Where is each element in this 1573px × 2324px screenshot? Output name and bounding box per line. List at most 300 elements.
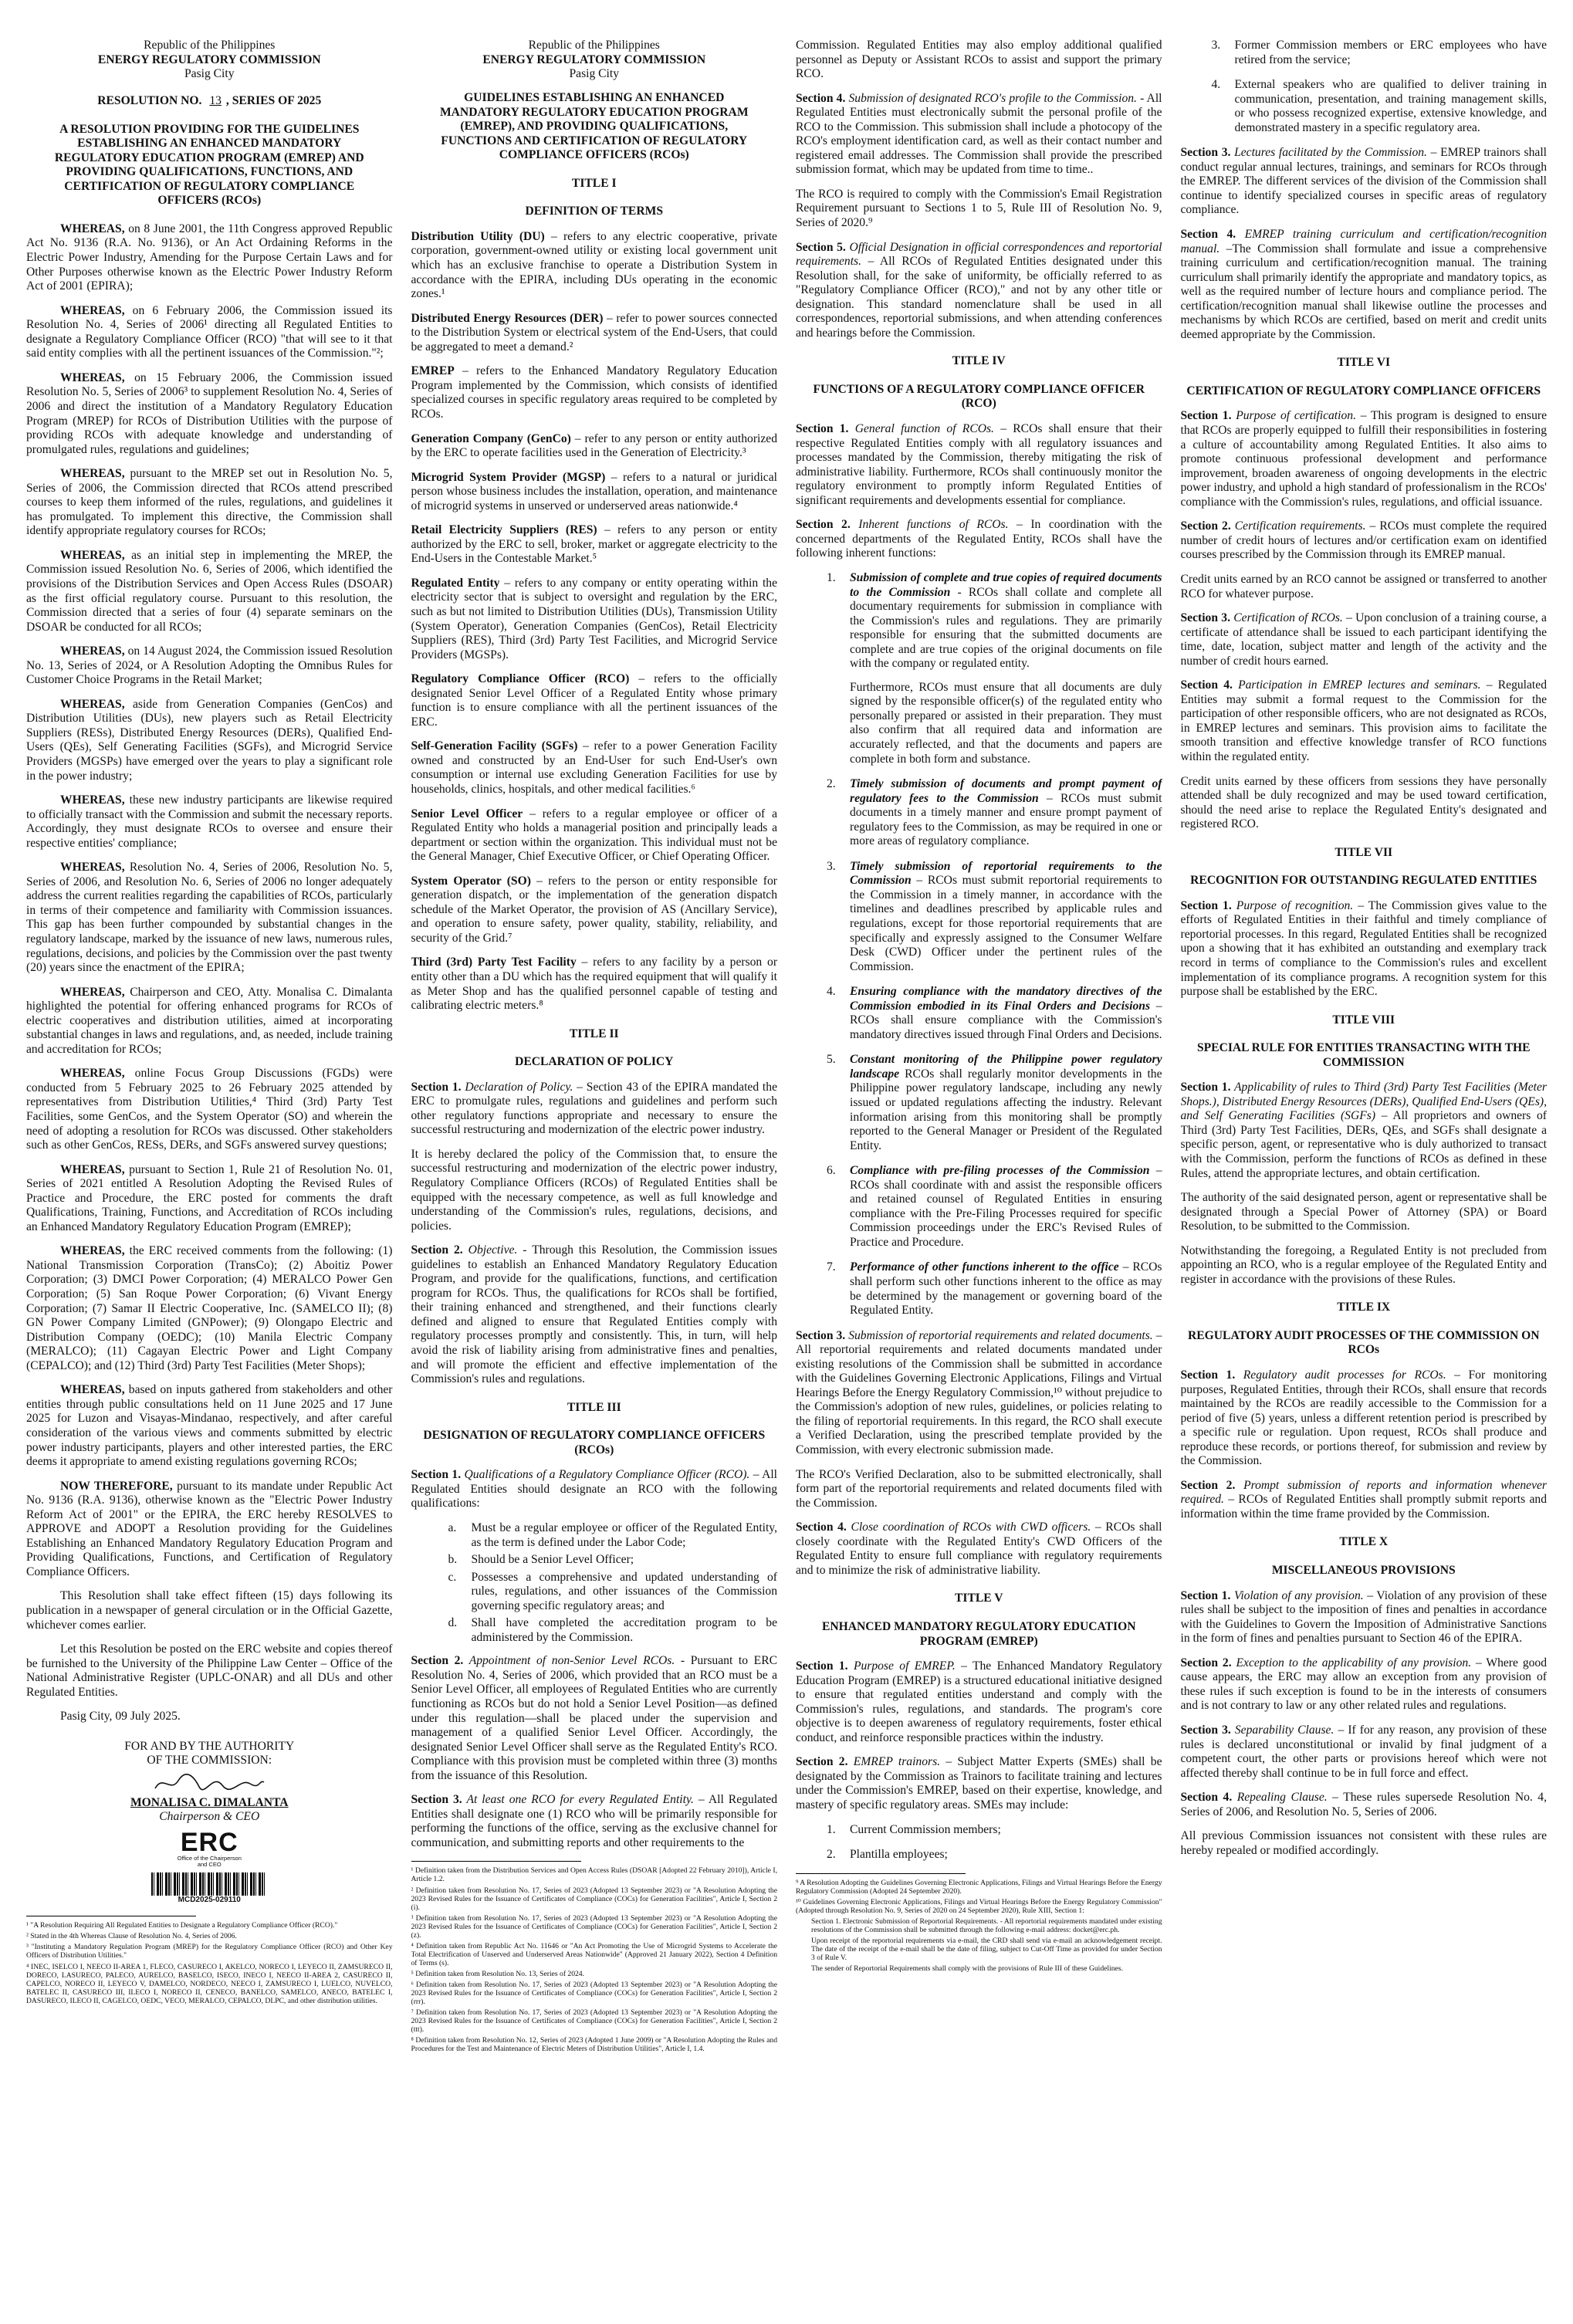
title-2-heading: TITLE II: [569, 1027, 619, 1040]
designation-section-heading: Appointment of non-Senior Level RCOs.: [463, 1654, 675, 1668]
definition-term: System Operator (SO): [411, 874, 531, 888]
emrep-section-heading: Lectures facilitated by the Commission.: [1230, 146, 1427, 160]
definition-term: EMREP: [411, 364, 455, 378]
emrep-section-lead: Section 1.: [796, 1659, 848, 1673]
definition-item: [411, 807, 778, 864]
trainors-list: [796, 1823, 1162, 1862]
special-rule-section-text: Notwithstanding the foregoing, a Regulated Entity is not precluded from appointing an RCO, who is a regular employee of the Regulated Entity and register in accordance with the provisions of these Rules.: [1180, 1243, 1547, 1286]
function-text: – RCOs must submit reportorial requirements to the Commission in a timely manner, in accordance with the timelines and deadlines prescribed by applicable rules and regulations, except for those reportorial requirements that are specifically and expressly assigned to the Consumer Welfare Desk (CWD) Officer under the pertinent rules of the Commission.: [850, 874, 1162, 973]
audit-section: [1181, 1368, 1548, 1469]
footnote-quote: Section 1. Electronic Submission of Reportorial Requirements. - All reportorial requirements mandated under existing resolutions of the Commission shall be submitted through the following e-mail address: docket@erc.ph.: [811, 1916, 1162, 1934]
footnote: ¹ Definition taken from the Distribution Services and Open Access Rules (DSOAR [Adopted 22 February 2010]), Article I, Article 1.2.: [411, 1866, 777, 1884]
recognition-sections: [1181, 899, 1548, 1000]
designation-section-1: Section 1. Qualifications of a Regulatory Compliance Officer (RCO). – All Regulated Entities should designate an RCO with the following qualifications:: [411, 1468, 777, 1510]
function-marker: 6.: [827, 1164, 836, 1178]
date-place: Pasig City, 09 July 2025.: [60, 1710, 181, 1724]
footnote: ⁵ Definition taken from Resolution No. 13, Series of 2024.: [411, 1969, 585, 1978]
definition-text: – refers to the person or entity responsible for generation dispatch, or the implementation of the generation dispatch schedule of the Market Operator, the provision of AS (Ancillary Service), and operation to ensure safety, power quality, stability, reliability, and security of the Grid.⁷: [411, 874, 777, 945]
designation-section-text: – All Regulated Entities shall designate one (1) RCO who will be primarily responsible for performing the functions of the office, serving as the exclusive channel for communication, and submitting reports and other requirements to the: [411, 1793, 777, 1849]
function-section-heading: Submission of reportorial requirements and related documents.: [845, 1328, 1153, 1342]
whereas-clause-lead: WHEREAS,: [60, 222, 125, 235]
definition-term: Generation Company (GenCo): [411, 431, 571, 445]
whereas-clause-lead: WHEREAS,: [60, 467, 125, 481]
city-line: Pasig City: [184, 67, 235, 81]
whereas-clause-lead: WHEREAS,: [60, 1244, 125, 1258]
certification-section-lead: Section 4.: [1180, 678, 1233, 692]
emrep-section-heading: EMREP trainors.: [847, 1755, 941, 1769]
whereas-clause-text: online Focus Group Discussions (FGDs) were conducted from 5 February 2025 to 26 February 2025 attended by representatives from Distribution Utilities,⁴ Third (3rd) Party Test Facilities, some GenCos, and the System Operator (SO) and wherein the need of adopting a resolution for RCOs was discussed. Other stakeholders such as other GenCos, RESs, DERs, and SGFs answered survey questions;: [26, 1067, 393, 1152]
function-heading: Timely submission of reportorial requirements to the Commission: [850, 859, 1162, 888]
function-section-lead: Section 1.: [796, 422, 849, 436]
footnote: ⁶ Definition taken from Resolution No. 17, Series of 2023 (Adopted 13 September 2023) or "A Resolution Adopting the 2023 Revised Rules for the Issuance of Certificates of Compliance (COCs) for Generation Facilities", Article I, Section 2 (rrr).: [411, 1980, 777, 2006]
footnote: ⁴ INEC, ISELCO I, NEECO II-AREA 1, FLECO, CASURECO I, AKELCO, NORECO I, LEYECO II, ZAMSURECO II, DORECO, LASURECO, PALECO, AURELCO, BASELCO, ISECO, INECO I, NEECO II-AREA 2, CASURECO II, CAPELCO, NORECO II, LEYECO V, DAMELCO, NORDECO, NEECO I, ZAMSURECO I, LUELCO, NUVELCO, BATELEC II, CASURECO III, ILECO I, NORECO II, CENECO, BANELCO, SAMELCO, ANECO, BATELEC I, DASURECO, ILECO II, CAGELCO, OEDC, VECO, MERALCO, CEPALCO, DLPC, and other distribution utilities.: [26, 1962, 393, 2005]
qualification-marker: d.: [448, 1616, 458, 1630]
title-7-heading: TITLE VII: [1335, 845, 1393, 859]
rco-sections: [796, 39, 1162, 340]
special-rule-section-heading: Applicability of rules to Third (3rd) Party Test Facilities (Meter Shops.), Distributed Energy Resources (DERs), Qualified End-Users (QEs), and Self Generating Facilities (SGFs): [1180, 1081, 1547, 1123]
function-heading: Ensuring compliance with the mandatory directives of the Commission embodied in its Final Orders and Decisions: [850, 985, 1162, 1013]
whereas-clause-lead: WHEREAS,: [60, 548, 125, 562]
emrep-section: [1181, 228, 1548, 342]
misc-section: [1181, 1791, 1548, 1819]
footnote: ⁴ Definition taken from Republic Act No. 11646 or "An Act Promoting the Use of Microgrid Systems to Accelerate the Total Electrification of Unserved and Underserved Areas Nationwide" (Approved 21 January 2022), Section 4 Definition of Terms (s).: [411, 1941, 777, 1967]
audit-sections: [1181, 1368, 1548, 1521]
function-section: [796, 518, 1162, 561]
title-9-name: REGULATORY AUDIT PROCESSES OF THE COMMISSION ON RCOs: [1187, 1328, 1540, 1357]
now-therefore-lead: NOW THEREFORE,: [60, 1479, 173, 1493]
definition-text: – refers to any person or entity authorized by the ERC to sell, broker, market or aggregate electricity to the End-Users in the Contestable Market.⁵: [411, 523, 777, 566]
function-section-text: The RCO's Verified Declaration, also to be submitted electronically, shall form part of the reportorial requirements and related documents filed with the Commission.: [796, 1467, 1162, 1510]
trainors-list-continued: [1181, 39, 1548, 135]
misc-section-heading: Repealing Clause.: [1232, 1791, 1328, 1805]
miscellaneous-sections: [1181, 1589, 1548, 1859]
emrep-section: [796, 1755, 1162, 1812]
definition-text: – refers to any facility by a person or entity other than a DU which has the required equipment that will qualify it as Meter Shop and has the qualified personnel capable of testing and calibrating electric meters.⁸: [411, 956, 777, 1013]
designation-section-lead: Section 2.: [411, 1654, 464, 1668]
function-section-text: – RCOs shall closely coordinate with the Regulated Entity's CWD Officers of the Regulated Entity to ensure full compliance with regulatory requirements and to minimize the risk of administrative liability.: [796, 1521, 1162, 1577]
function-section-text: – All reportorial requirements and related documents mandated under existing resolutions of the Commission shall be submitted in accordance with the Guidelines Governing Electronic Applications, Filings and Virtual Hearings Before the Energy Regulatory Commission,¹⁰ without prejudice to the Commission's adoption of new rules, guidelines, or policies relating to the filing of reportorial requirements. In this regard, the RCO shall execute a Verified Declaration, using the prescribed template provided by the Commission, with every electronic submission made.: [796, 1328, 1162, 1457]
whereas-clause-lead: WHEREAS,: [60, 861, 125, 874]
function-section-text: – In coordination with the concerned departments of the Regulated Entity, RCOs shall have the following inherent functions:: [796, 518, 1162, 560]
now-therefore-clause: [26, 1480, 393, 1580]
definition-item: [411, 230, 778, 302]
definition-item: [411, 956, 778, 1013]
emrep-section-text: –The Commission shall formulate and issue a comprehensive training curriculum and certification/recognition manual. The training curriculum shall primarily identify the appropriate and mandatory topics, as well as the required number of lecture hours and compliance period. The certification/recognition manual shall likewise outline the processes and mechanisms by which RCOs are certified, based on merit and credit units deemed appropriate by the Commission.: [1180, 242, 1547, 341]
column-3: [796, 39, 1162, 2324]
function-text: – RCOs shall perform such other functions inherent to the office as may be determined by the management or governing board of the Regulated Entity.: [850, 1260, 1162, 1318]
whereas-clause-text: these new industry participants are likewise required to officially transact with the Commission and submit the necessary reports. Accordingly, they must designate RCOs to oversee and ensure their respective entities' compliance;: [26, 793, 393, 850]
title-6-name: CERTIFICATION OF REGULATORY COMPLIANCE OFFICERS: [1186, 384, 1541, 397]
barcode-icon: [151, 1872, 267, 1896]
country-line-2: Republic of the Philippines: [528, 39, 660, 52]
designation-section: [411, 1654, 778, 1783]
title-3-heading: TITLE III: [567, 1400, 621, 1414]
footnote-divider-3: [796, 1873, 966, 1874]
special-rule-section: [1181, 1191, 1548, 1234]
certification-section-text: – Upon conclusion of a training course, a certificate of attendance shall be issued to each participant identifying the time, date, location, subject matter and length of the activity and the number of credit hours earned.: [1180, 611, 1547, 668]
whereas-clause: [26, 304, 393, 361]
whereas-clause: [26, 1244, 393, 1373]
footnote: ¹ "A Resolution Requiring All Regulated Entities to Designate a Regulatory Compliance Officer (RCO).": [26, 1921, 338, 1930]
title-9-heading: TITLE IX: [1337, 1301, 1391, 1314]
misc-section-lead: Section 2.: [1180, 1656, 1232, 1669]
function-marker: 7.: [827, 1260, 836, 1274]
emrep-section: [1181, 146, 1548, 218]
erc-logo-text: ERC: [180, 1827, 238, 1857]
whereas-clause: [26, 222, 393, 294]
policy-section-text: It is hereby declared the policy of the Commission that, to ensure the successful restructuring and modernization of the electric power industry, Regulatory Compliance Officers (RCOs) of Regulated Entities shall be equipped with the necessary competence, as well as full knowledge and understanding of the Commission's rules, regulations, decisions, and policies.: [411, 1147, 777, 1233]
certification-section-heading: Certification requirements.: [1230, 519, 1366, 533]
policy-section-heading: Objective.: [462, 1243, 518, 1257]
function-item: [827, 985, 1162, 1042]
certification-section-lead: Section 1.: [1180, 409, 1232, 423]
functions-list: [796, 571, 1162, 1318]
trainor-item: [827, 1848, 1162, 1862]
designation-section: [411, 1793, 778, 1850]
agency-name-2: ENERGY REGULATORY COMMISSION: [482, 52, 706, 66]
function-item: [827, 860, 1162, 974]
trainor-item: [1212, 39, 1548, 67]
definition-text: – refers to the officially designated Senior Level Officer of a Regulated Entity whose primary function is to ensure compliance with all the pertinent issuances of the ERC.: [411, 672, 777, 729]
special-rule-section: [1181, 1081, 1548, 1181]
certification-section: [1181, 409, 1548, 509]
misc-section-heading: Separability Clause.: [1230, 1723, 1335, 1737]
audit-section: [1181, 1479, 1548, 1522]
now-therefore-text: pursuant to its mandate under Republic Act No. 9136 (R.A. 9136), otherwise known as the "Electric Power Industry Reform Act of 2001" or the EPIRA, the ERC hereby RESOLVES to APPROVE and ADOPT a Resolution providing for the Guidelines Establishing an Enhanced Mandatory Regulatory Education Program and Providing Qualifications, Functions, and Certification of Regulatory Compliance Officers.: [26, 1479, 393, 1578]
emrep-section-text: – The Enhanced Mandatory Regulatory Education Program (EMREP) is a structured educational initiative designed to ensure that regulated entities understand and comply with the Commission's rules, regulations, and standards. The program's core objective is to deepen awareness of regulatory requirements, foster ethical conduct, and reinforce responsible practices within the industry.: [796, 1659, 1162, 1744]
authority-line-2: OF THE COMMISSION:: [147, 1754, 272, 1768]
definition-term: Regulated Entity: [411, 576, 500, 590]
resolution-series: , SERIES OF 2025: [225, 94, 322, 108]
whereas-clause: [26, 1383, 393, 1469]
policy-section-heading: Declaration of Policy.: [461, 1080, 573, 1094]
misc-section-heading: Violation of any provision.: [1230, 1588, 1364, 1602]
rco-section-heading: Official Designation in official correspondences and reportorial requirements.: [796, 240, 1162, 269]
footnote: ¹⁰ Guidelines Governing Electronic Applications, Filings and Virtual Hearings Before the Energy Regulatory Commission" (Adopted through Resolution No. 9, Series of 2020 on 24 September 2020), Rule XIII, Section 1:: [796, 1897, 1162, 1915]
designation-section-heading: At least one RCO for every Regulated Entity.: [462, 1793, 694, 1807]
function-section-lead: Section 4.: [796, 1521, 847, 1534]
whereas-clause-text: based on inputs gathered from stakeholders and other entities through public consultations held on 11 June 2025 and 17 June 2025 for Luzon and Visayas-Mindanao, respectively, and after careful consideration of the various views and comments submitted by electric power industry participants, players and other interested parties, the ERC deems it appropriate to amend existing regulations governing RCOs;: [26, 1383, 393, 1469]
special-rule-section-text: The authority of the said designated person, agent or representative shall be designated through a Special Power of Attorney (SPA) or Board Resolution, to be submitted to the Commission.: [1180, 1191, 1547, 1233]
function-item: [827, 1164, 1162, 1250]
policy-section: [411, 1081, 778, 1138]
definition-item: [411, 432, 778, 461]
certification-section-text: – Regulated Entities may submit a formal request to the Commission for the participation of other responsible officers, who are not designated as RCOs, in EMREP lectures and seminars. This provision aims to facilitate the smooth transition and effective knowledge transfer of RCO functions within the regulated entity.: [1180, 678, 1547, 763]
signature-block: [26, 1740, 393, 1906]
function-item: [827, 1260, 1162, 1318]
definition-term: Self-Generation Facility (SGFs): [411, 739, 578, 753]
special-rule-section-text: – All proprietors and owners of Third (3rd) Party Test Facilities, DERs, QEs, and SGFs shall designate a specific person, agent, or representative who is duly authorized to transact with the Commission, perform the functions of RCOs as defined in these Rules, attend the appropriate lectures, and obtain certification.: [1180, 1109, 1547, 1180]
certification-sections: [1181, 409, 1548, 831]
trainor-item-text: Former Commission members or ERC employees who have retired from the service;: [1234, 39, 1547, 66]
function-heading: Performance of other functions inherent to the office: [850, 1260, 1119, 1274]
special-rule-section: [1181, 1244, 1548, 1287]
definition-text: – refer to any person or entity authorized by the ERC to operate facilities used in the Generation of Electricity.³: [411, 431, 777, 460]
title-5-heading: TITLE V: [954, 1592, 1003, 1605]
title-7-name: RECOGNITION FOR OUTSTANDING REGULATED ENTITIES: [1190, 874, 1537, 888]
whereas-clause: [26, 644, 393, 688]
policy-section: [411, 1148, 778, 1233]
certification-section-heading: Participation in EMREP lectures and seminars.: [1232, 678, 1481, 692]
rco-section-heading: Submission of designated RCO's profile to the Commission.: [845, 91, 1137, 105]
function-section-lead: Section 3.: [796, 1328, 846, 1342]
title-5-name: ENHANCED MANDATORY REGULATORY EDUCATION PROGRAM (EMREP): [821, 1619, 1136, 1648]
rco-section-text: The RCO is required to comply with the Commission's Email Registration Requirement pursuant to Sections 1 to 5, Rule III of Resolution No. 9, Series of 2020.⁹: [796, 187, 1162, 230]
whereas-clause: [26, 549, 393, 634]
whereas-clause-text: the ERC received comments from the following: (1) National Transmission Corporation (TransCo); (2) Aboitiz Power Corporation; (3) DMCI Power Corporation; (4) MERALCO Power Gen Corporation; (5) San Roque Power Corporation; (6) Vivant Energy Corporation; (7) Samar II Electric Cooperative, Inc. (SAMELCO II); (8) GN Power Company Limited (GNPower); (9) Olongapo Electric and Distribution Company (OEDC); (10) Manila Electric Company (MERALCO); (11) Cagayan Electric Power and Light Company (CEPALCO); and (12) Third (3rd) Party Test Facilities (Meter Shops);: [26, 1244, 393, 1372]
whereas-clause-text: Resolution No. 4, Series of 2006, Resolution No. 5, Series of 2006, and Resolution No. 6, Series of 2006 no longer adequately address the current realities regarding the capabilities of RCOs, particularly in terms of their competence and familiarity with Commission issuances. This gap has been further compounded by substantial changes in the regulatory landscape, marked by the issuance of new laws, numerous rules, regulations, decisions, and policies by the Commission over the past twenty (20) years since the enactment of the EPIRA;: [26, 861, 393, 975]
title-10-heading: TITLE X: [1339, 1535, 1389, 1549]
function-extra: Furthermore, RCOs must ensure that all documents are duly signed by the responsible officer(s) of the regulated entity who personally prepared or assisted in their preparation. They must also confirm that all required data and information are accurately reflected, and that the documents and papers are complete in both form and substance.: [850, 680, 1162, 766]
footnotes-col1: [26, 1921, 393, 2004]
whereas-clause: [26, 1163, 393, 1235]
function-heading: Submission of complete and true copies of required documents to the Commission: [850, 570, 1162, 599]
misc-section-text: – If for any reason, any provision of these rules is declared unconstitutional or invalid by final judgment of a competent court, the other parts or provisions hereof which were not affected thereby shall continue to be in full force and effect.: [1180, 1723, 1547, 1780]
definition-item: [411, 364, 778, 421]
whereas-clause-text: Chairperson and CEO, Atty. Monalisa C. Dimalanta highlighted the potential for offering enhanced programs for RCOs of electric cooperatives and distribution utilities, aimed at incorporating substantial changes in laws and regulations, and, as needed, include training and accreditation for RCOs;: [26, 985, 393, 1056]
certification-section-lead: Section 3.: [1180, 611, 1230, 625]
rco-section: [796, 188, 1162, 231]
definition-text: – refers to the Enhanced Mandatory Regulatory Education Program implemented by the Commission, which consists of identified specialized courses in specific regulatory areas required to be completed by RCOs.: [411, 364, 777, 421]
resolution-number-value: 13: [209, 94, 222, 108]
trainor-item-marker: 1.: [827, 1822, 836, 1836]
definition-term: Senior Level Officer: [411, 807, 523, 820]
special-rule-section-lead: Section 1.: [1180, 1081, 1231, 1094]
posting-clause: Let this Resolution be posted on the ERC website and copies thereof be furnished to the University of the Philippine Law Center – Office of the National Administrative Register (UPLC-ONAR) and all DUs and other Regulated Entities.: [26, 1642, 393, 1699]
authority-line-1: FOR AND BY THE AUTHORITY: [124, 1739, 295, 1753]
certification-section-heading: Purpose of certification.: [1231, 409, 1356, 423]
whereas-clause-lead: WHEREAS,: [60, 985, 125, 999]
title-8-heading: TITLE VIII: [1332, 1013, 1395, 1027]
recognition-section-heading: Purpose of recognition.: [1231, 898, 1354, 912]
policy-section-text: - Through this Resolution, the Commission issues guidelines to establish an Enhanced Mandatory Regulatory Education Program, and provide for the qualifications, functions, and certification program for RCOs. Thus, the qualifications for RCOs shall be fortified, their training enhanced and strengthened, and their functions clearly defined and aligned to ensure that Regulated Entities comply with regulatory processes promptly and consistently. This, in turn, will help avoid the risk of liability arising from administrative fines and penalties, and will promote the efficient and effective implementation of the Commission's rules and regulations.: [411, 1243, 777, 1386]
qualification-marker: a.: [448, 1521, 457, 1534]
certification-section-text: Credit units earned by an RCO cannot be assigned or transferred to another RCO for whatever purpose.: [1180, 572, 1547, 600]
definition-item: [411, 577, 778, 662]
erc-logo-subtitle: Office of the Chairperson and CEO: [177, 1854, 242, 1869]
certification-section: [1181, 519, 1548, 563]
qualification-text: Must be a regular employee or officer of the Regulated Entity, as the term is defined under the Labor Code;: [471, 1521, 777, 1549]
whereas-clause: [26, 986, 393, 1057]
definition-term: Third (3rd) Party Test Facility: [411, 956, 577, 969]
rco-section-lead: Section 4.: [796, 91, 846, 105]
definition-item: [411, 523, 778, 567]
footnotes-col3: [796, 1879, 1162, 1973]
country-line: Republic of the Philippines: [144, 39, 276, 52]
function-heading: Compliance with pre-filing processes of the Commission: [850, 1164, 1150, 1178]
rco-section: [796, 241, 1162, 341]
misc-section-text: All previous Commission issuances not consistent with these rules are hereby repealed or modified accordingly.: [1180, 1829, 1547, 1857]
trainor-item: [1212, 78, 1548, 135]
emrep-section-lead: Section 2.: [796, 1755, 848, 1769]
misc-section: [1181, 1589, 1548, 1646]
footnote-divider-2: [411, 1861, 581, 1862]
function-section-lead: Section 2.: [796, 518, 851, 532]
effectivity-clause: This Resolution shall take effect fifteen (15) days following its publication in a newspaper of general circulation or in the Official Gazette, whichever comes earlier.: [26, 1589, 393, 1632]
definition-term: Distributed Energy Resources (DER): [411, 311, 604, 325]
qualifications-list: [411, 1521, 778, 1645]
emrep-section: [796, 1659, 1162, 1745]
policy-section-lead: Section 2.: [411, 1243, 463, 1257]
whereas-clause-text: aside from Generation Companies (GenCos) and Distribution Utilities (DUs), new players such as Retail Electricity Suppliers (RESs), Distributed Energy Resources (DERs), Qualified End-Users (QEs), Self Generating Facilities (SGFs), and Microgrid Service Providers (MGSPs) have emerged over the years to play a significant role in the power industry;: [26, 697, 393, 783]
agency-name: ENERGY REGULATORY COMMISSION: [97, 52, 321, 66]
emrep-section-lead: Section 3.: [1180, 146, 1231, 160]
qualification-marker: b.: [448, 1553, 458, 1567]
function-text: – RCOs must submit documents in a timely manner and ensure prompt payment of regulatory fees to the Commission, as may be required in one or more areas of regulatory compliance.: [850, 791, 1162, 848]
qualification-text: Shall have completed the accreditation program to be administered by the Commission.: [471, 1616, 777, 1644]
function-section-heading: General function of RCOs.: [848, 422, 994, 436]
misc-section-lead: Section 1.: [1180, 1588, 1231, 1602]
footnote: ⁹ A Resolution Adopting the Guidelines Governing Electronic Applications, Filings and Virtual Hearings Before the Energy Regulatory Commission (Adopted 24 September 2020).: [796, 1878, 1162, 1896]
definition-text: – refer to power sources connected to the Distribution System or electrical system of the End-Users, that could be aggregated to meet a demand.²: [411, 311, 777, 354]
function-text: RCOs shall regularly monitor developments in the Philippine power regulatory landscape, including any newly issued or updated regulations affecting the industry. Relevant information arising from this monitoring shall be promptly reported to the General Manager or President of the Regulated Entity.: [850, 1067, 1162, 1152]
signatory-name: MONALISA C. DIMALANTA: [130, 1795, 289, 1809]
audit-section-heading: Regulatory audit processes for RCOs.: [1235, 1368, 1446, 1382]
emrep-section-heading: Purpose of EMREP.: [847, 1659, 956, 1673]
rco-section-text: - All Regulated Entities must electronically submit the personal profile of the RCO to the Commission. This submission shall include a photocopy of the RCO's employment identification card, as well as their contact number and registered email addresses. The Commission shall provide the prescribed submission format, which may be updated from time to time..: [796, 91, 1162, 177]
certification-section: [1181, 611, 1548, 668]
city-line-2: Pasig City: [569, 67, 620, 81]
trainor-item-text: Plantilla employees;: [850, 1848, 948, 1862]
whereas-clause-text: on 15 February 2006, the Commission issued Resolution No. 5, Series of 2006³ to supplement Resolution No. 4, Series of 2006 and direct the institution of a Mandatory Regulatory Education Program (MREP) for RCOs of Distribution Utilities with the purpose of providing RCOs with adequate knowledge and understanding of promulgated rules, regulations and guidelines;: [26, 370, 393, 456]
function-item: [827, 571, 1162, 766]
designation-section-lead: Section 3.: [411, 1793, 462, 1807]
definition-text: – refers to any electric cooperative, private corporation, government-owned utility or existing local government unit which has an exclusive franchise to operate a Distribution System in accordance with the EPIRA, including DUs operating in the economic zones.¹: [411, 229, 777, 301]
certification-section-text: – This program is designed to ensure that RCOs are properly equipped to fulfill their responsibilities in fostering a culture of accountability among Regulated Entities. It also aims to promote continuous professional development and performance improvement, broaden awareness of ongoing developments in the electric power industry, and uphold a high standard of professionalism in the RCOs' compliance with the Commission's rules, regulations, and official issuance.: [1180, 409, 1547, 509]
emrep-section-text: – EMREP trainors shall conduct regular annual lectures, trainings, and seminars for RCOs through the EMREP. The different services of the division of the Commission shall continue to identify specialized courses in specific areas of regulatory compliance.: [1180, 146, 1547, 217]
title-6-heading: TITLE VI: [1337, 356, 1391, 370]
certification-section-heading: Certification of RCOs.: [1230, 611, 1343, 625]
definition-text: – refers to a natural or juridical person whose business includes the installation, operation, and maintenance of microgrid systems in unserved or underserved areas nationwide.⁴: [411, 470, 777, 512]
function-section: [796, 422, 1162, 508]
function-text: – RCOs shall ensure compliance with the Commission's mandatory directives issued through Final Orders and Decisions.: [850, 999, 1162, 1041]
function-marker: 3.: [827, 859, 836, 873]
function-item: [827, 1053, 1162, 1153]
column-1: [26, 39, 393, 2324]
function-heading: Timely submission of documents and prompt payment of regulatory fees to the Commission: [850, 777, 1162, 805]
audit-section-text: – RCOs of Regulated Entities shall promptly submit reports and information within the time frame provided by the Commission.: [1180, 1493, 1547, 1521]
rco-section: [796, 92, 1162, 178]
footnote: ² Definition taken from Resolution No. 17, Series of 2023 (Adopted 13 September 2023) or "A Resolution Adopting the 2023 Revised Rules for the Issuance of Certificates of Compliance (COCs) for Generation Facilities", Article I, Section 2 (i).: [411, 1886, 777, 1912]
footnote: ³ "Instituting a Mandatory Regulation Program (MREP) for the Regulatory Compliance Officer (RCO) and Other Key Officers of Distribution Utilities.": [26, 1943, 393, 1960]
misc-section: [1181, 1829, 1548, 1858]
function-marker: 2.: [827, 777, 836, 791]
letterhead-2: [411, 39, 778, 82]
qualification-item: [448, 1616, 778, 1645]
audit-section-heading: Prompt submission of reports and information whenever required.: [1180, 1478, 1547, 1507]
emrep-section-heading: EMREP training curriculum and certification/recognition manual.: [1180, 228, 1547, 255]
definition-item: [411, 874, 778, 946]
resolution-title: A RESOLUTION PROVIDING FOR THE GUIDELINES ESTABLISHING AN ENHANCED MANDATORY REGULATORY EDUCATION PROGRAM (EMREP) AND PROVIDING QUALIFICATIONS, FUNCTIONS, AND CERTIFICATION OF REGULATORY COMPLIANCE OFFICERS (RCOs): [54, 122, 364, 208]
title-3-name: DESIGNATION OF REGULATORY COMPLIANCE OFFICERS (RCOs): [423, 1429, 766, 1456]
recognition-section: [1181, 899, 1548, 1000]
misc-section-text: – These rules supersede Resolution No. 4, Series of 2006, and Resolution No. 5, Series of 2006.: [1180, 1791, 1547, 1818]
whereas-clause-text: on 14 August 2024, the Commission issued Resolution No. 13, Series of 2024, or A Resolution Adopting the Omnibus Rules for Customer Choice Programs in the Retail Market;: [26, 644, 393, 687]
footnotes-col2: [411, 1866, 778, 2053]
whereas-clause-text: as an initial step in implementing the MREP, the Commission issued Resolution No. 6, Series of 2006, which identified the provisions of the Distribution Services and Open Access Rules (DSOAR) as the first official regulatory course. Pursuant to this resolution, the Commission directed that a series of four (4) separate seminars on the DSOAR be conducted for all RCOs;: [26, 548, 393, 634]
rco-section-text: Commission. Regulated Entities may also employ additional qualified personnel as Deputy or Assistant RCOs to assist and support the primary RCO.: [796, 39, 1162, 81]
recognition-section-lead: Section 1.: [1180, 898, 1232, 912]
policy-section: [411, 1243, 778, 1386]
trainor-item: [827, 1823, 1162, 1838]
misc-section-heading: Exception to the applicability of any provision.: [1231, 1656, 1472, 1669]
emrep-section-lead: Section 4.: [1180, 228, 1236, 242]
misc-section-lead: Section 4.: [1180, 1791, 1233, 1805]
function-section-heading: Close coordination of RCOs with CWD officers.: [846, 1521, 1091, 1534]
qualification-text: Possesses a comprehensive and updated understanding of rules, regulations, and other issuances of the Commission governing specific regulatory areas; and: [471, 1570, 777, 1612]
function-marker: 1.: [827, 570, 836, 584]
whereas-clause-text: pursuant to Section 1, Rule 21 of Resolution No. 01, Series of 2021 entitled A Resolution Adopting the Revised Rules of Practice and Procedure, the ERC posted for comments the draft Qualifications, Training, Functions, and Accreditation of RCOs including an Enhanced Mandatory Regulatory Education Program (EMREP);: [26, 1162, 393, 1233]
function-marker: 4.: [827, 985, 836, 999]
function-text: - RCOs shall collate and complete all documentary requirements for submission in compliance with the Commission's rules and regulations. They are primarily responsible for ensuring that the submitted documents are complete and are true copies of the original documents on file with the company or regulated entity.: [850, 585, 1162, 671]
audit-section-text: – For monitoring purposes, Regulated Entities, through their RCOs, shall ensure that records maintained by the RCOs are readily accessible to the Commission for a period of five (5) years, unless a different retention period is prescribed by a specific rule or regulation. Upon request, RCOs shall produce and reproduce these records, or portions thereof, for submission and review by the Commission.: [1180, 1368, 1547, 1468]
special-rule-sections: [1181, 1081, 1548, 1287]
trainor-item-text: External speakers who are qualified to deliver training in communication, presentation, and training management skills, or who possess recognized expertise, extensive knowledge, and demonstrated mastery in a specific regulatory area.: [1234, 78, 1547, 134]
emrep-sections: [796, 1659, 1162, 1812]
column-2: [411, 39, 778, 2324]
function-section-text: – RCOs shall ensure that their respective Regulated Entities comply with all regulatory issuances and processes mandated by the Commission, thereby mitigating the risk of administrative liability. Furthermore, RCOs shall continuously monitor the regulatory environment to promptly inform Regulated Entities of significant requirements and developments essential for compliance.: [796, 422, 1162, 507]
footnote: ⁸ Definition taken from Resolution No. 12, Series of 2023 (Adopted 1 June 2009) or "A Resolution Adopting the Rules and Procedures for the Test and Maintenance of Electric Meters of Distribution Utilities", Article I, 1.4.: [411, 2036, 777, 2054]
policy-section-text: – Section 43 of the EPIRA mandated the ERC to promulgate rules, regulations and guidelines and perform such other regulatory functions appropriate and necessary to ensure the successful restructuring and modernization of the electric power industry.: [411, 1080, 777, 1137]
certification-section: [1181, 573, 1548, 601]
definition-item: [411, 471, 778, 514]
rco-section: [796, 39, 1162, 82]
title-1-name: DEFINITION OF TERMS: [525, 205, 663, 218]
title-10-name: MISCELLANEOUS PROVISIONS: [1271, 1564, 1456, 1578]
function-text: – RCOs shall coordinate with and assist the responsible officers and retained counsel of Regulated Entities in ensuring compliance with the Pre-Filing Processes required for specific Commission proceedings under the ERC's Revised Rules of Practice and Procedure.: [850, 1164, 1162, 1249]
whereas-clause-text: pursuant to the MREP set out in Resolution No. 5, Series of 2006, the Commission directed that RCOs attend prescribed courses to keep them informed of the rules, regulations, and guidelines it has promulgated. To implement this directive, the Commission shall identify appropriate regulatory courses for RCOs;: [26, 467, 393, 538]
barcode-number: MCD2025-029110: [178, 1896, 241, 1905]
functions-sections: [796, 1329, 1162, 1578]
whereas-clause-text: on 8 June 2001, the 11th Congress approved Republic Act No. 9136 (R.A. No. 9136), or An Act Ordaining Reforms in the Electric Power Industry, Amending for the Purpose Certain Laws and for Other Purposes otherwise known as the Electric Power Industry Reform Act of 2001 (EPIRA);: [26, 222, 393, 293]
whereas-clause-lead: WHEREAS,: [60, 1383, 125, 1397]
misc-section-text: – Violation of any provision of these rules shall be subject to the imposition of fines and penalties in accordance with the Guidelines to Govern the Imposition of Administrative Sanctions in the form of fines and penalties pursuant to Section 46 of the EPIRA.: [1180, 1588, 1547, 1646]
whereas-clause: [26, 1067, 393, 1152]
whereas-clause-lead: WHEREAS,: [60, 644, 125, 658]
qualification-marker: c.: [448, 1570, 457, 1584]
qualification-item: [448, 1521, 778, 1550]
qualification-item: [448, 1570, 778, 1614]
certification-section-lead: Section 2.: [1180, 519, 1231, 533]
letterhead: [26, 39, 393, 82]
whereas-clause-lead: WHEREAS,: [60, 793, 125, 807]
definition-term: Microgrid System Provider (MGSP): [411, 470, 606, 484]
trainor-item-marker: 2.: [827, 1848, 836, 1862]
definitions-list: [411, 230, 778, 1013]
qualification-item: [448, 1553, 778, 1568]
signatory-title: Chairperson & CEO: [159, 1810, 260, 1824]
trainor-item-marker: 3.: [1211, 39, 1221, 52]
misc-section-text: – Where good cause appears, the ERC may allow an exception from any provision of these rules if such exception is found to be in the interests of consumers and is not contrary to law or any other related rules and regulations.: [1180, 1656, 1547, 1713]
recognition-section-text: – The Commission gives value to the efforts of Regulated Entities in their faithful and timely compliance of reportorial processes. In this regard, Regulated Entities shall be recognized upon a showing that it has exhibited an outstanding and exemplary track record in terms of compliance to the Commission's rules and excellent implementation of its compliance programs. A recognition system for this purpose shall be established by the ERC.: [1180, 898, 1547, 999]
trainor-item-marker: 4.: [1211, 78, 1221, 92]
function-section: [796, 1521, 1162, 1578]
title-4-heading: TITLE IV: [952, 354, 1006, 368]
definition-term: Retail Electricity Suppliers (RES): [411, 523, 597, 537]
rco-section-text: – All RCOs of Regulated Entities designated under this Resolution shall, for the sake of uniformity, be officially referred to as "Regulatory Compliance Officer (RCO)," and not by any other title or designation. This standard nomenclature shall be used in all correspondences, reportorial submissions, and when attending conferences and hearings before the Commission.: [796, 255, 1162, 340]
certification-section-text: Credit units earned by these officers from sessions they have personally attended shall be duly recognized and may be used toward certification, should the need arise to replace the Regulated Entity's designated and registered RCO.: [1180, 774, 1547, 831]
footnote-quote: The sender of Reportorial Requirements shall comply with the provisions of Rule III of these Guidelines.: [811, 1964, 1123, 1973]
footnote-quote: Upon receipt of the reportorial requirements via e-mail, the CRD shall send via e-mail an acknowledgement receipt. The date of the receipt of the e-mail shall be the date of filing, subject to Cut-Off Time as provided for under Section 3 of Rule V.: [811, 1936, 1162, 1962]
column-4: [1181, 39, 1548, 2324]
title-8-name: SPECIAL RULE FOR ENTITIES TRANSACTING WITH THE COMMISSION: [1196, 1041, 1531, 1069]
title-4-name: FUNCTIONS OF A REGULATORY COMPLIANCE OFFICER (RCO): [813, 382, 1145, 411]
certification-section: [1181, 775, 1548, 832]
misc-section: [1181, 1724, 1548, 1781]
handwritten-signature: [26, 1771, 393, 1793]
trainor-item-text: Current Commission members;: [850, 1822, 1001, 1836]
policy-section-lead: Section 1.: [411, 1080, 462, 1094]
